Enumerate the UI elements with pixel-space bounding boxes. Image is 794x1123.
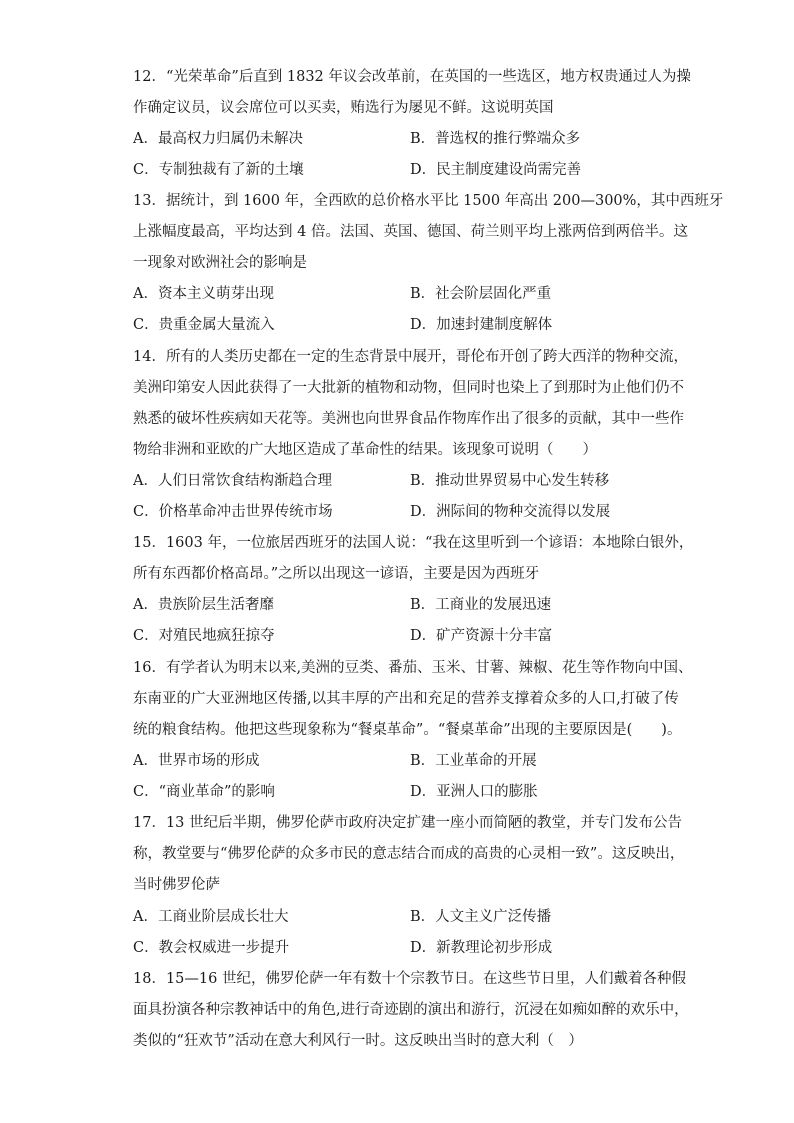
option-c[interactable]: C．“商业革命”的影响	[133, 784, 275, 800]
question-stem-line: 美洲印第安人因此获得了一大批新的植物和动物，但同时也染上了到那时为止他们仍不	[133, 380, 684, 396]
question-stem-line: 15．1603 年，一位旅居西班牙的法国人说：“我在这里听到一个谚语：本地除白银外，	[133, 535, 694, 551]
option-d[interactable]: D．新教理论初步形成	[410, 940, 553, 956]
question-stem-line: 面具扮演各种宗教神话中的角色,进行奇迹剧的演出和游行，沉浸在如痴如醉的欢乐中，	[133, 1002, 689, 1018]
option-d[interactable]: D．民主制度建设尚需完善	[410, 162, 582, 178]
option-b[interactable]: B．普选权的推行弊端众多	[410, 131, 581, 147]
question-stem-line: 作确定议员，议会席位可以买卖，贿选行为屡见不鲜。这说明英国	[133, 100, 554, 116]
option-a[interactable]: A．工商业阶层成长壮大	[133, 909, 289, 925]
option-a[interactable]: A．最高权力归属仍未解决	[133, 131, 303, 147]
question-stem-line: 一现象对欧洲社会的影响是	[133, 255, 307, 271]
option-b[interactable]: B．社会阶层固化严重	[410, 286, 552, 302]
question-stem-line: 熟悉的破坏性疾病如天花等。美洲也向世界食品作物库作出了很多的贡献，其中一些作	[133, 411, 684, 427]
question-stem-line: 所有东西都价格高昂。”之所以出现这一谚语，主要是因为西班牙	[133, 566, 540, 582]
option-b[interactable]: B．人文主义广泛传播	[410, 909, 552, 925]
option-d[interactable]: D．加速封建制度解体	[410, 317, 553, 333]
option-b[interactable]: B．工业革命的开展	[410, 753, 537, 769]
option-b[interactable]: B．工商业的发展迅速	[410, 597, 552, 613]
question-stem-line: 当时佛罗伦萨	[133, 877, 220, 893]
option-c[interactable]: C．价格革命冲击世界传统市场	[133, 504, 333, 520]
option-c[interactable]: C．教会权威进一步提升	[133, 940, 290, 956]
question-stem-line: 12．“光荣革命”后直到 1832 年议会改革前，在英国的一些选区，地方权贵通过人为操	[133, 69, 691, 85]
question-stem-line: 类似的“狂欢节”活动在意大利风行一时。这反映出当时的意大利（ ）	[133, 1033, 583, 1049]
question-stem-line: 13．据统计，到 1600 年，全西欧的总价格水平比 1500 年高出 200—300%，其中西班牙	[133, 193, 724, 209]
option-d[interactable]: D．矿产资源十分丰富	[410, 628, 553, 644]
option-a[interactable]: A．人们日常饮食结构渐趋合理	[133, 473, 332, 489]
question-stem-line: 18．15—16 世纪，佛罗伦萨一年有数十个宗教节日。在这些节日里，人们戴着各种假	[133, 971, 686, 987]
option-c[interactable]: C．专制独裁有了新的土壤	[133, 162, 304, 178]
question-stem-line: 称，教堂要与“佛罗伦萨的众多市民的意志结合而成的高贵的心灵相一致”。这反映出，	[133, 846, 685, 862]
option-a[interactable]: A．贵族阶层生活奢靡	[133, 597, 274, 613]
question-stem-line: 16．有学者认为明末以来,美洲的豆类、番茄、玉米、甘薯、辣椒、花生等作物向中国、	[133, 660, 693, 676]
option-c[interactable]: C．对殖民地疯狂掠夺	[133, 628, 275, 644]
option-d[interactable]: D．亚洲人口的膨胀	[410, 784, 538, 800]
option-c[interactable]: C．贵重金属大量流入	[133, 317, 275, 333]
question-stem-line: 东南亚的广大亚洲地区传播,以其丰厚的产出和充足的营养支撑着众多的人口,打破了传	[133, 691, 679, 707]
option-d[interactable]: D．洲际间的物种交流得以发展	[410, 504, 611, 520]
option-a[interactable]: A．资本主义萌芽出现	[133, 286, 274, 302]
question-stem-line: 14．所有的人类历史都在一定的生态背景中展开，哥伦布开创了跨大西洋的物种交流，	[133, 349, 688, 365]
option-a[interactable]: A．世界市场的形成	[133, 753, 260, 769]
option-b[interactable]: B．推动世界贸易中心发生转移	[410, 473, 610, 489]
question-stem-line: 上涨幅度最高，平均达到 4 倍。法国、英国、德国、荷兰则平均上涨两倍到两倍半。这	[133, 224, 688, 240]
question-stem-line: 统的粮食结构。他把这些现象称为“餐桌革命”。“餐桌革命”出现的主要原因是( )。	[133, 722, 682, 738]
question-stem-line: 物给非洲和亚欧的广大地区造成了革命性的结果。该现象可说明（ ）	[133, 442, 597, 458]
question-stem-line: 17．13 世纪后半期，佛罗伦萨市政府决定扩建一座小而简陋的教堂，并专门发布公告	[133, 815, 683, 831]
